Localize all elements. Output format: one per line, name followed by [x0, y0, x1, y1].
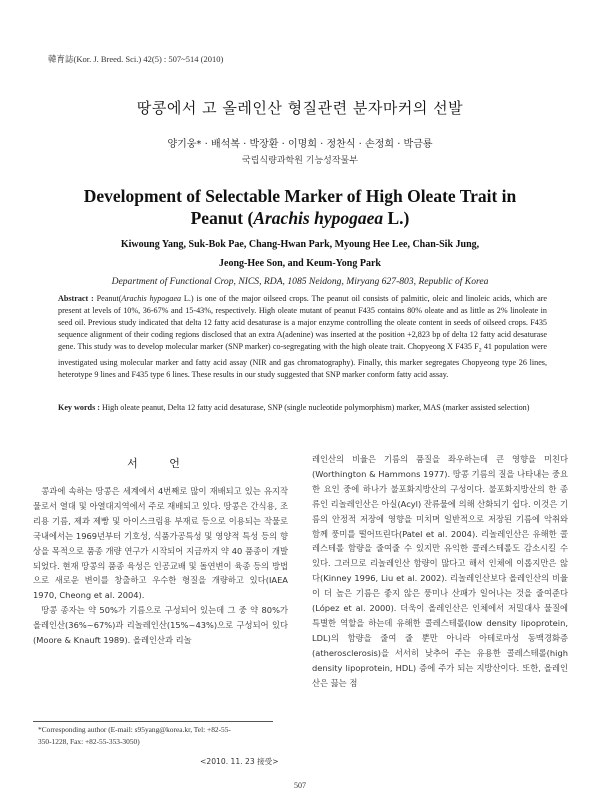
abstract-text: Peanut(: [93, 294, 122, 303]
abstract-label: Abstract :: [58, 294, 94, 303]
english-affiliation: Department of Functional Crop, NICS, RDA, 1085 Neidong, Miryang 627-803, Republic of Korea: [111, 276, 489, 287]
section-heading-introduction: 서 언: [127, 457, 194, 470]
english-title: [0, 185, 600, 229]
body-paragraph: 레인산의 비율은 기름의 품질을 좌우하는데 큰 영향을 미친다(Worthington & Hammons 1977). 땅콩 기름의 질을 나타내는 중요한 요인 중에 하나가 불포화지방산의 구성이다. 불포화지방산의 한 종류인 리놀레인산은 아실(Acyl) 잔류물에 의해 산화되기 쉽다. 이것은 기름의 안정적 저장에 영향을 미치며 일반적으로 저장된 기름에 악취와 함께 풍미를 떨어뜨린다(Patel et al. 2004). 리놀레인산은 유해한 콜레스테롤 함량을 줄여줄 수 있지만 유익한 콜레스테롤도 감소시킬 수 있다. 그러므로 리놀레인산 함량이 많다고 해서 인체에 이롭지만은 않다(Kinney 1996, Liu et al. 2002). 리놀레인산보다 올레인산의 비율이 더 높은 기름은 좋지 않은 풍미나 산패가 일어나는 것을 줄여준다(López et al. 2000). 더욱이 올레인산은 인체에서 저밀대사 물질에 특별한 역할을 하는데 유해한 콜레스테롤(low density lipoprotein, LDL)의 함량을 줄여 줄 뿐만 아니라 아테로마성 동맥경화증(atherosclerosis)을 서서히 낮추어 주는 유용한 콜레스테롤(high density lipoprotein, HDL) 증에 주가 되는 지방산이다. 또한, 올레인산은 끓는 점: [312, 454, 568, 688]
english-title-line2: [0, 207, 600, 229]
english-title-part: L.): [383, 208, 410, 228]
abstract-subscript: 2: [478, 348, 482, 354]
footnote-line: 350-1228, Fax: +82-55-353-3050): [38, 737, 140, 746]
body-column-left: [33, 484, 288, 648]
korean-affiliation: 국립식량과학원 기능성작물부: [242, 156, 358, 166]
keywords-text: High oleate peanut, Delta 12 fatty acid desaturase, SNP (single nucleotide polymorphism) marker, MAS (marker assisted selection): [99, 403, 530, 412]
keywords: [58, 402, 547, 415]
keywords-label: Key words :: [58, 403, 100, 412]
english-authors-line1: Kiwoung Yang, Suk-Bok Pae, Chang-Hwan Park, Myoung Hee Lee, Chan-Sik Jung,: [120, 239, 480, 250]
korean-authors: 양기웅* · 배석복 · 박장환 · 이명희 · 정찬식 · 손정희 · 박금룡: [167, 139, 433, 150]
english-authors-line2: Jeong-Hee Son, and Keum-Yong Park: [219, 258, 381, 269]
abstract-text: L.) is one of the major oilseed crops. The peanut oil consists of palmitic, oleic and linoleic acids, which are present at levels of 10%, 36-67% and 15-43%, respectively. High oleate mutant of peanut F435 contains 80% oleate and as little as 2% linoleate in seed oil. Previous study indicated that delta 12 fatty acid desaturase is a major enzyme controlling the oleate content in seeds of oilseed crops. F435 sequence alignment of their coding regions disclosed that an extra A(adenine) was inserted at the position +2,823 bp of delta 12 fatty acid desaturase gene. This study was to develop molecular marker (SNP marker) co-segregating with the high oleate trait. Chopyeong X F435 F: [58, 294, 547, 352]
english-title-part: Peanut (: [190, 208, 254, 228]
species-name: Arachis hypogaea: [253, 208, 384, 228]
abstract: [58, 293, 547, 381]
body-column-right: [312, 452, 568, 691]
footnote-line: *Corresponding author (E-mail: s95yang@korea.kr, Tel: +82-55-: [38, 725, 231, 734]
abstract-text: 41 population were investigated using molecular marker and fatty acid assay (NIR and gas chromatography). Finally, this marker segregates Chopyeong type 26 lines, heterotype 9 lines and F435 type 6 lines. These results in our study suggested that SNP marker conform fatty acid assay.: [58, 342, 547, 380]
english-authors: [0, 235, 600, 273]
korean-title: 땅콩에서 고 올레인산 형질관련 분자마커의 선발: [136, 99, 464, 117]
corresponding-author-footnote: [38, 724, 288, 748]
english-title-line1: Development of Selectable Marker of High Oleate Trait in: [83, 186, 517, 206]
received-date: <2010. 11. 23 接受>: [200, 757, 279, 766]
footnote-divider: [33, 721, 273, 722]
abstract-species: Arachis hypogaea: [121, 294, 182, 303]
body-paragraph: 콩과에 속하는 땅콩은 세계에서 4번째로 많이 재배되고 있는 유지작물로서 열대 및 아열대지역에서 주로 재배되고 있다. 땅콩은 간식용, 조리용 기름, 제과 제빵 및 아이스크림용 부재료 등으로 이용되는 작물로 국내에서는 1969년부터 기호성, 식품가공특성 및 영양적 특성 등의 향상을 목적으로 품종 개량 연구가 시작되어 지금까지 약 40 품종이 개발되었다. 현재 땅콩의 품종 육성은 인공교배 및 돌연변이 육종 등의 방법으로 새로운 변이를 창출하고 우수한 형질을 개량하고 있다(IAEA 1970, Cheong et al. 2004).: [33, 486, 288, 601]
journal-citation: 韓育誌(Kor. J. Breed. Sci.) 42(5) : 507~514 (2010): [48, 54, 224, 64]
body-paragraph: 땅콩 종자는 약 50%가 기름으로 구성되어 있는데 그 중 약 80%가 올레인산(36%~67%)과 리놀레인산(15%~43%)으로 구성되어 있다(Moore & Knauft 1989). 올레인산과 리놀: [33, 605, 288, 646]
page-number: 507: [294, 781, 306, 790]
